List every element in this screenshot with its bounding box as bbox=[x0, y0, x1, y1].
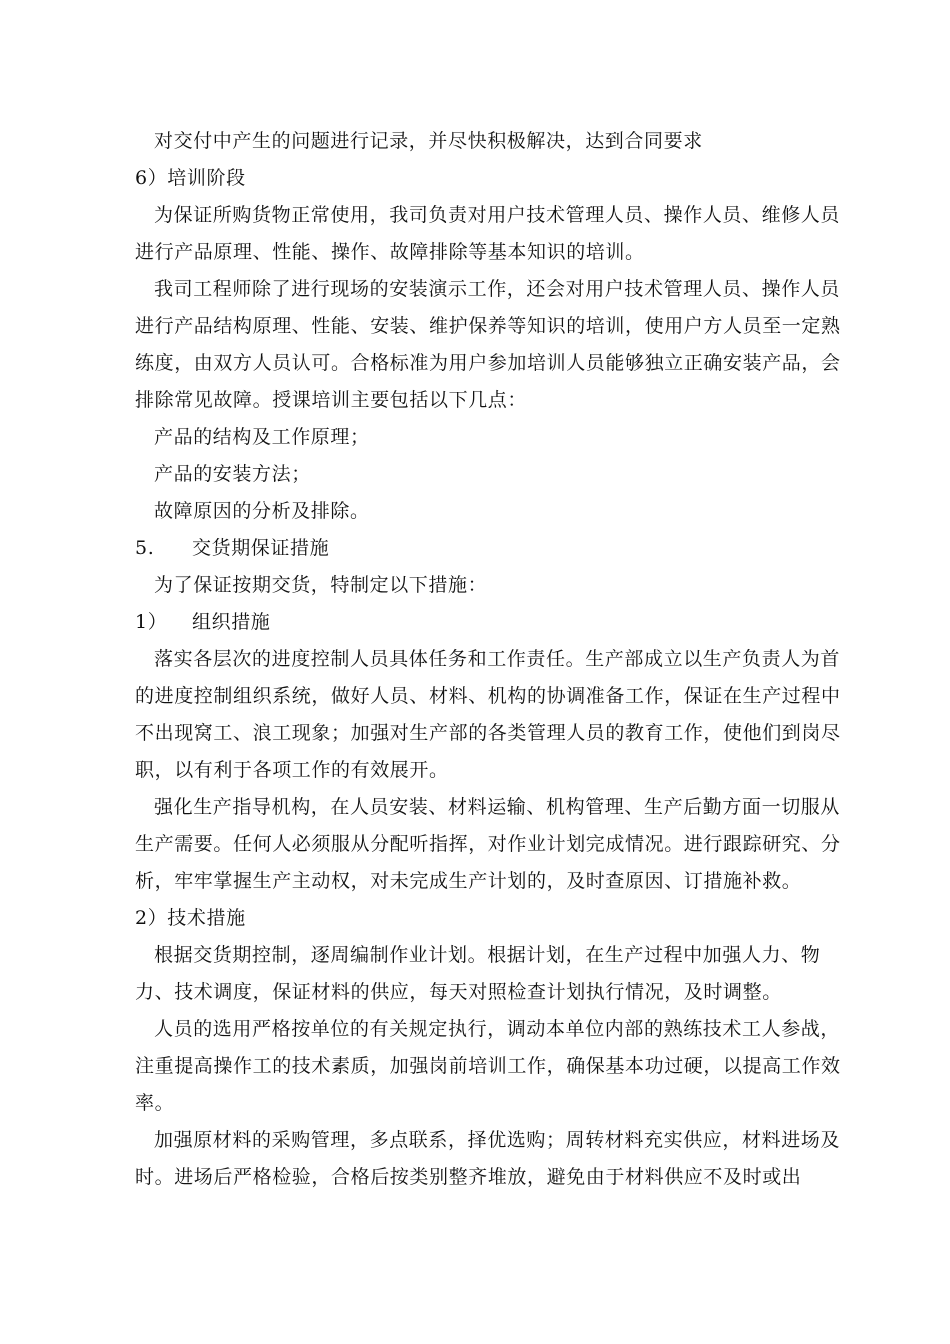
paragraph-line: 不出现窝工、浪工现象；加强对生产部的各类管理人员的教育工作，使他们到岗尽 bbox=[135, 722, 841, 744]
section-title: 交货期保证措施 bbox=[192, 537, 330, 559]
paragraph-line: 析，牢牢掌握生产主动权，对未完成生产计划的，及时查原因、订措施补救。 bbox=[135, 870, 802, 892]
paragraph-line: 职，以有利于各项工作的有效展开。 bbox=[135, 759, 449, 781]
paragraph-line: 人员的选用严格按单位的有关规定执行，调动本单位内部的熟练技术工人参战， bbox=[154, 1018, 841, 1040]
list-item: 故障原因的分析及排除。 bbox=[154, 500, 370, 522]
paragraph-line: 根据交货期控制，逐周编制作业计划。根据计划，在生产过程中加强人力、物 bbox=[154, 944, 821, 966]
paragraph-line: 的进度控制组织系统，做好人员、材料、机构的协调准备工作，保证在生产过程中 bbox=[135, 685, 841, 707]
document-body bbox=[135, 123, 841, 1196]
paragraph-line: 为保证所购货物正常使用，我司负责对用户技术管理人员、操作人员、维修人员 bbox=[154, 204, 841, 226]
paragraph-line: 生产需要。任何人必须服从分配听指挥，对作业计划完成情况。进行跟踪研究、分 bbox=[135, 833, 841, 855]
paragraph-line: 为了保证按期交货，特制定以下措施： bbox=[154, 574, 488, 596]
paragraph-line: 率。 bbox=[135, 1092, 175, 1114]
subsection-heading-training: 6）培训阶段 bbox=[135, 167, 246, 189]
paragraph-line: 对交付中产生的问题进行记录，并尽快积极解决，达到合同要求 bbox=[154, 130, 703, 152]
paragraph-line: 进行产品原理、性能、操作、故障排除等基本知识的培训。 bbox=[135, 241, 645, 263]
list-item: 产品的安装方法； bbox=[154, 463, 311, 485]
paragraph-line: 排除常见故障。授课培训主要包括以下几点： bbox=[135, 389, 528, 411]
subsection-heading-technical: 2）技术措施 bbox=[135, 907, 246, 929]
paragraph-line: 落实各层次的进度控制人员具体任务和工作责任。生产部成立以生产负责人为首 bbox=[154, 648, 841, 670]
paragraph-line: 注重提高操作工的技术素质，加强岗前培训工作，确保基本功过硬，以提高工作效 bbox=[135, 1055, 841, 1077]
paragraph-line: 加强原材料的采购管理，多点联系，择优选购；周转材料充实供应，材料进场及 bbox=[154, 1129, 841, 1151]
paragraph-line: 我司工程师除了进行现场的安装演示工作，还会对用户技术管理人员、操作人员 bbox=[154, 278, 841, 300]
paragraph-line: 时。进场后严格检验，合格后按类别整齐堆放，避免由于材料供应不及时或出 bbox=[135, 1166, 802, 1188]
paragraph-line: 力、技术调度，保证材料的供应，每天对照检查计划执行情况，及时调整。 bbox=[135, 981, 782, 1003]
subsection-title: 组织措施 bbox=[192, 611, 271, 633]
subsection-number: 1） bbox=[135, 611, 168, 633]
section-heading-delivery bbox=[135, 530, 835, 567]
subsection-heading-organization bbox=[135, 604, 835, 641]
paragraph-line: 强化生产指导机构，在人员安装、材料运输、机构管理、生产后勤方面一切服从 bbox=[154, 796, 841, 818]
list-item: 产品的结构及工作原理； bbox=[154, 426, 370, 448]
paragraph-line: 进行产品结构原理、性能、安装、维护保养等知识的培训，使用户方人员至一定熟 bbox=[135, 315, 841, 337]
section-number: 5. bbox=[135, 537, 155, 559]
paragraph-line: 练度，由双方人员认可。合格标准为用户参加培训人员能够独立正确安装产品，会 bbox=[135, 352, 841, 374]
